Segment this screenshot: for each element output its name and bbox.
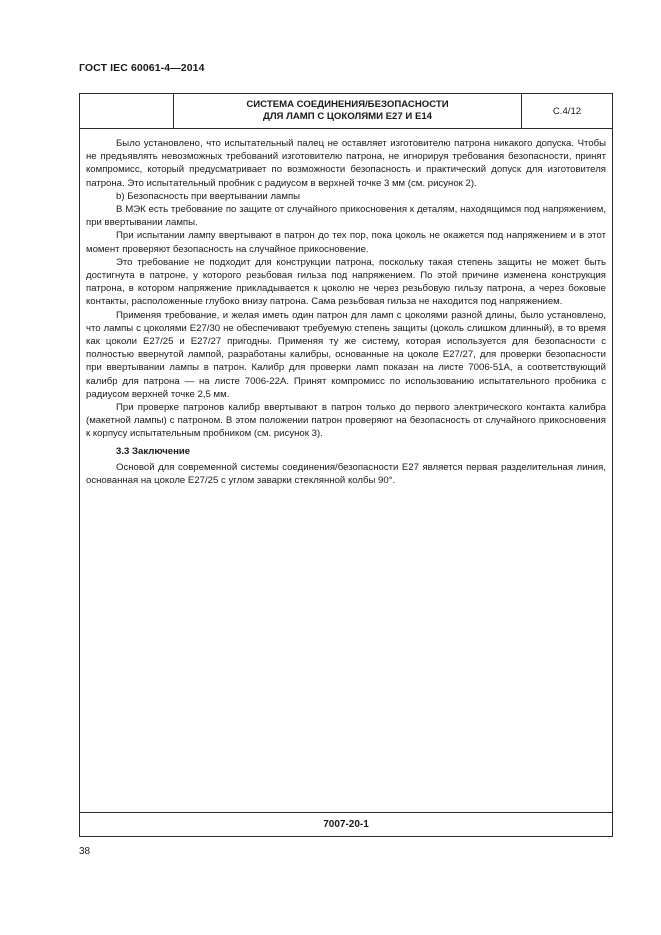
paragraph-6: Применяя требование, и желая иметь один патрон для ламп с цоколями разной длины, было установлено, что лампы с цоколями E27/30 не обеспечивают требуемую степень защиты (цоколь слишком длинный), в то время как цоколи E27/25 и E27/27 пригодны. Применяя ту же систему, которая используется для безопасности с полностью ввернутой лампой, разработаны калибры, основанные на цоколе E27/27, для проверки безопасности при ввертывании лампы в патрон. Калибр для проверки ламп показан на листе 7006-51А, а соответствующий калибр для патрона — на листе 7006-22А. Принят компромисс по использованию испытательного пробника с радиусом верхней точке 2,5 мм.	[86, 309, 606, 400]
paragraph-3: В МЭК есть требование по защите от случайного прикосновения к деталям, находящимся под напряжением, при ввертывании лампы.	[86, 204, 606, 229]
header-blank-cell	[80, 94, 174, 128]
paragraph-7: При проверке патронов калибр ввертывают в патрон только до первого электрического контакта калибра (макетной лампы) с патроном. В этом положении патрон проверяют на безопасность от случайного прикосновения к корпусу испытательным пробником (см. рисунок 3).	[86, 402, 606, 440]
header-title	[174, 94, 522, 128]
section-heading: 3.3 Заключение	[116, 445, 191, 457]
header-title-line-2: ДЛЯ ЛАМП С ЦОКОЛЯМИ E27 И E14	[262, 111, 433, 122]
page-number: 38	[79, 846, 91, 857]
paragraph-5: Это требование не подходит для конструкции патрона, поскольку такая степень защиты не может быть достигнута в патроне, у которого резьбовая гильза под напряжением. По этой причине изменена конструкция патрона, в котором напряжение прикладывается к цоколю не через резьбовую гильзу патрона, а через боковые контакты, расположенные глубоко внизу патрона. Сама резьбовая гильза не находится под напряжением.	[86, 256, 606, 308]
sheet-footer-code: 7007-20-1	[80, 812, 612, 836]
sheet-header	[80, 94, 612, 129]
sheet-frame	[79, 93, 613, 837]
sheet-content	[86, 137, 606, 487]
paragraph-1: Было установлено, что испытательный палец не оставляет изготовителю патрона никакого допуска. Чтобы не предъявлять невозможных требований изготовителю патрона, не игнорируя требования безопасности, принят компромисс, который предусматривает по возможности безопасность и практический допуск для изготовителя патрона. Это испытательный пробник с радиусом в верхней точке 3 мм (см. рисунок 2).	[86, 138, 606, 189]
conclusion-paragraph: Основой для современной системы соединения/безопасности E27 является первая разделительная линия, основанная на цоколе E27/25 с углом заварки стеклянной колбы 90°.	[86, 461, 606, 487]
header-sheet-number: С.4/12	[552, 105, 582, 117]
paragraph-2: b) Безопасность при ввертывании лампы	[116, 190, 301, 202]
document-code: ГОСТ IEC 60061-4—2014	[79, 62, 205, 74]
paragraph-4: При испытании лампу ввертывают в патрон до тех пор, пока цоколь не окажется под напряжением и в этот момент проверяют безопасность на случайное прикосновение.	[86, 230, 606, 255]
header-title-line-1: СИСТЕМА СОЕДИНЕНИЯ/БЕЗОПАСНОСТИ	[246, 99, 449, 110]
